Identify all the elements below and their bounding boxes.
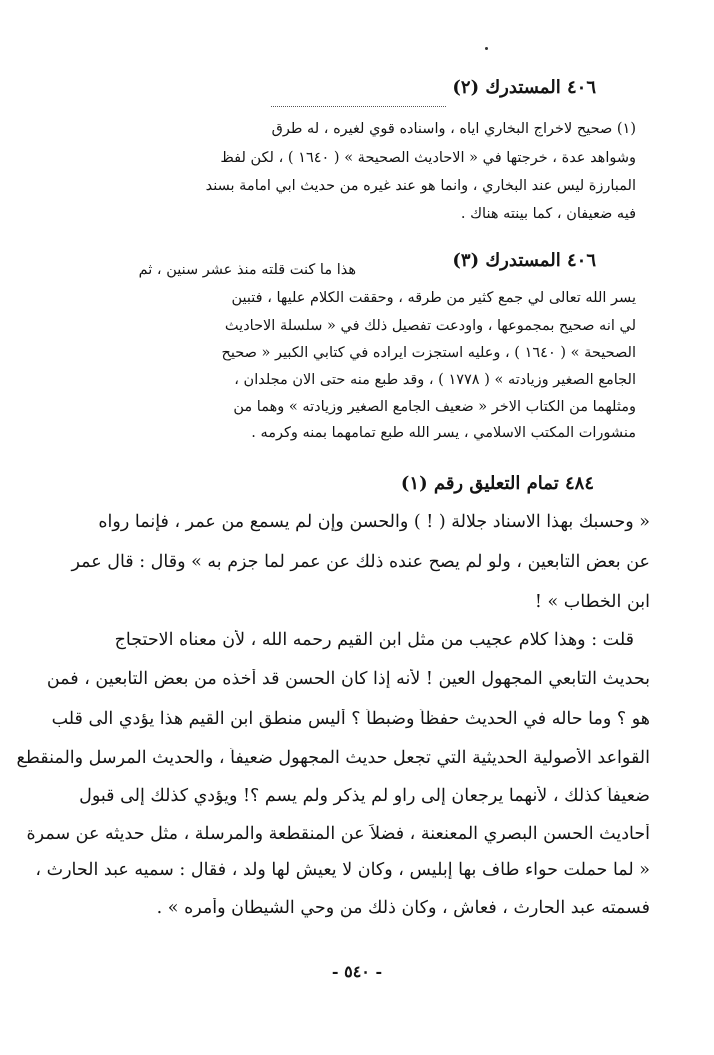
print-speck [485, 47, 488, 50]
footnote-line: لي انه صحيح بمجموعها ، واودعت تفصيل ذلك في « سلسلة الاحاديث [224, 318, 636, 334]
section-heading-2: ٤٠٦ المستدرك (٣) [452, 250, 596, 271]
footnote-line: ومثلهما من الكتاب الاخر « ضعيف الجامع الصغير وزيادته » وهما من [233, 399, 636, 415]
footnote-line: هذا ما كنت قلته منذ عشر سنين ، ثم [138, 262, 356, 278]
page-number: - ٥٤٠ - [331, 962, 383, 981]
body-line: ضعيفاً كذلك ، لأنهما يرجعان إلى راوٍ لم يذكر ولم يسم ؟! ويؤدي كذلك إلى قبول [79, 786, 650, 806]
footnote-line: وشواهد عدة ، خرجتها في « الاحاديث الصحيحة » ( ١٦٤٠ ) ، لكن لفظ [220, 150, 636, 166]
body-line: عن بعض التابعين ، ولو لم يصح عنده ذلك عن عمر لما جزم به » وقال : قال عمر [71, 552, 650, 572]
body-line: « لما حملت حواء طاف بها إبليس ، وكان لا يعيش لها ولد ، فقال : سميه عبد الحارث ، [35, 860, 650, 880]
body-line: بحديث التابعي المجهول العين ! لأنه إذا كان الحسن قد أخذه من بعض التابعين ، فمن [46, 669, 650, 689]
footnote-line: (١) صحيح لاخراج البخاري اياه ، واسناده قوي لغيره ، له طرق [271, 121, 636, 137]
body-line: « وحسبك بهذا الاسناد جلالة ( ! ) والحسن وإن لم يسمع من عمر ، فإنما رواه [98, 512, 650, 532]
body-line: ابن الخطاب » ! [534, 592, 650, 612]
footnote-line: المبارزة ليس عند البخاري ، وانما هو عند غيره من حديث ابي امامة بسند [205, 178, 636, 194]
body-line: هو ؟ وما حاله في الحديث حفظاً وضبطاً ؟ أليس منطق ابن القيم هذا يؤدي الى قلب [51, 709, 650, 729]
dotted-rule [271, 106, 446, 107]
footnote-line: يسر الله تعالى لي جمع كثير من طرقه ، وحققت الكلام عليها ، فتبين [231, 290, 636, 306]
footnote-line: الصحيحة » ( ١٦٤٠ ) ، وعليه استجزت ايراده في كتابي الكبير « صحيح [221, 345, 636, 361]
footnote-line: فيه ضعيفان ، كما بينته هناك . [460, 206, 636, 222]
section-heading-3: ٤٨٤ تمام التعليق رقم (١) [400, 473, 594, 494]
body-line: أحاديث الحسن البصري المعنعنة ، فضلاً عن المنقطعة والمرسلة ، مثل حديثه عن سمرة [26, 824, 650, 844]
body-line: القواعد الأصولية الحديثية التي تجعل حديث المجهول ضعيفاً ، والحديث المرسل والمنقطع [16, 748, 650, 768]
body-line: فسمته عبد الحارث ، فعاش ، وكان ذلك من وحي الشيطان وأمره » . [156, 898, 650, 918]
footnote-line: الجامع الصغير وزيادته » ( ١٧٧٨ ) ، وقد طبع منه حتى الان مجلدان ، [234, 372, 636, 388]
body-line: قلت : وهذا كلام عجيب من مثل ابن القيم رحمه الله ، لأن معناه الاحتجاج [114, 630, 634, 650]
footnote-line: منشورات المكتب الاسلامي ، يسر الله طبع تمامهما بمنه وكرمه . [251, 425, 636, 441]
section-heading-1: ٤٠٦ المستدرك (٢) [452, 77, 596, 98]
